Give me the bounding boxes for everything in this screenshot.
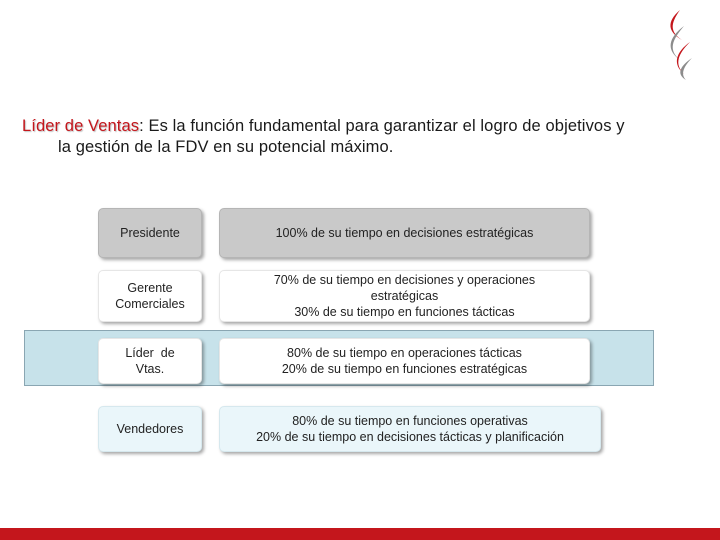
company-logo xyxy=(656,8,700,82)
description-box-vendedores xyxy=(219,406,601,452)
description-line: 70% de su tiempo en decisiones y operaciones xyxy=(273,273,536,287)
description-line: 100% de su tiempo en decisiones estratégicas xyxy=(275,226,534,240)
description-line: estratégicas xyxy=(370,289,439,303)
heading-text-line1: : Es la función fundamental para garantizar el logro de objetivos y xyxy=(139,117,625,135)
role-box-presidente xyxy=(98,208,202,258)
description-line: 20% de su tiempo en funciones estratégicas xyxy=(281,362,528,376)
description-line: 80% de su tiempo en operaciones tácticas xyxy=(287,346,522,360)
role-label: Líder de xyxy=(125,346,175,360)
role-box-lider xyxy=(98,338,202,384)
role-box-gerente xyxy=(98,270,202,322)
role-box-vendedores xyxy=(98,406,202,452)
description-line: 30% de su tiempo en funciones tácticas xyxy=(294,305,515,319)
role-label: Vtas. xyxy=(135,362,165,376)
heading-lead: Líder de Ventas xyxy=(22,117,140,135)
description-box-gerente xyxy=(219,270,590,322)
role-label: Presidente xyxy=(120,226,180,240)
description-line: 80% de su tiempo en funciones operativas xyxy=(292,414,528,428)
description-box-lider xyxy=(219,338,590,384)
role-label: Vendedores xyxy=(116,422,184,436)
footer-accent-bar xyxy=(0,528,720,540)
role-label: Comerciales xyxy=(115,297,185,311)
role-label: Gerente xyxy=(127,281,173,295)
heading-text-line2: la gestión de la FDV en su potencial máximo. xyxy=(58,138,394,156)
page-heading xyxy=(22,116,702,158)
description-line: 20% de su tiempo en decisiones tácticas y planificación xyxy=(256,430,564,444)
description-box-presidente xyxy=(219,208,590,258)
